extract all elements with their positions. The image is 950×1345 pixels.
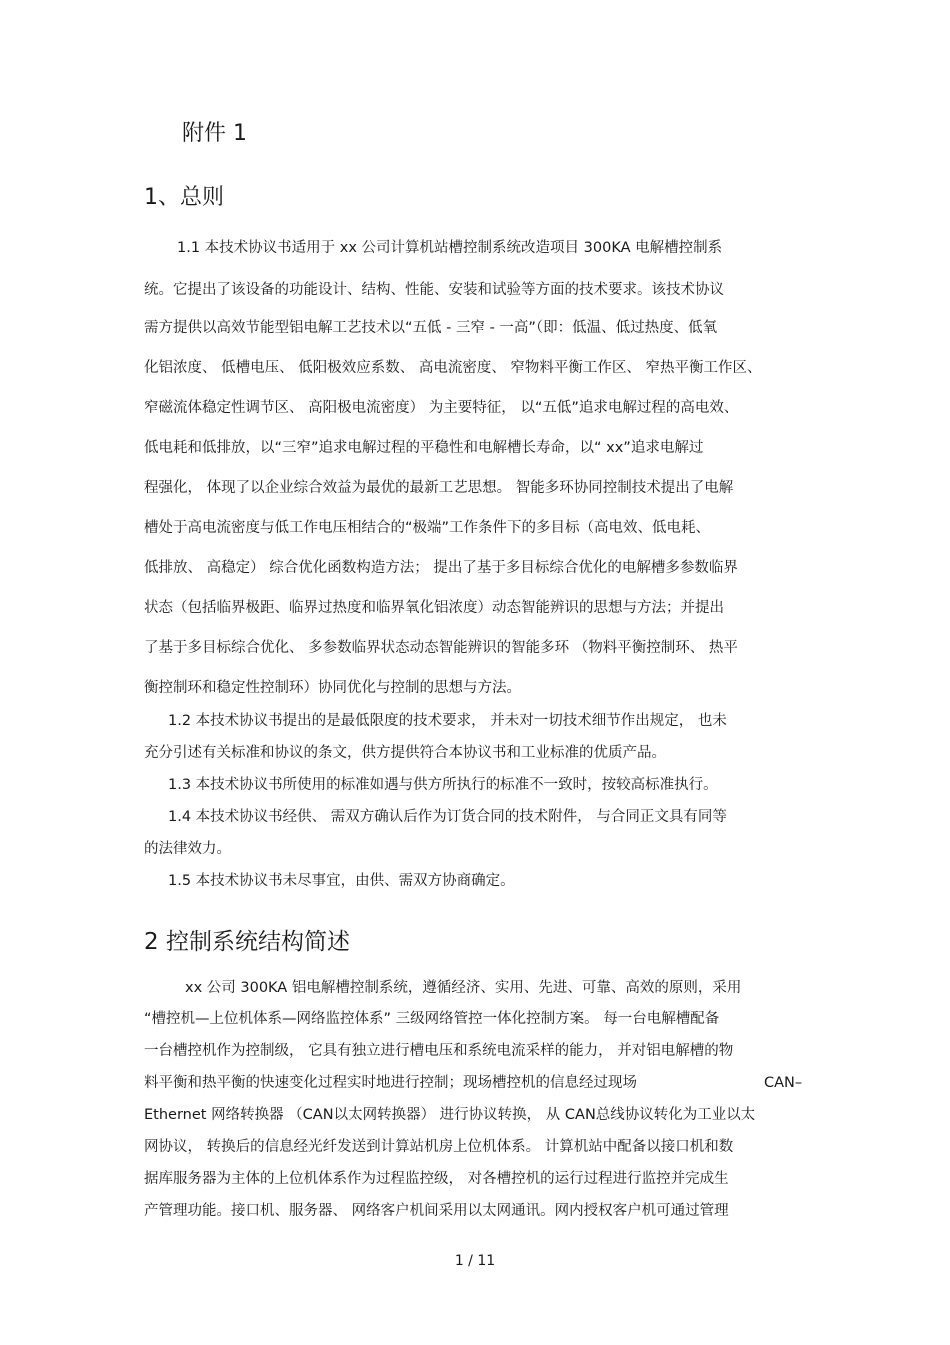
paragraph-line: 产管理功能。接口机、服务器、 网络客户机间采用以太网通讯。网内授权客户机可通过管理 [144, 1203, 729, 1219]
paragraph-line: 一台槽控机作为控制级， 它具有独立进行槽电压和系统电流采样的能力， 并对铝电解槽的物 [144, 1043, 734, 1059]
paragraph-line: “槽控机—上位机体系—网络监控体系” 三级网络管控一体化控制方案。 每一台电解槽配备 [144, 1011, 720, 1027]
section-1-heading: 1、总则 [144, 185, 224, 210]
paragraph-line: 1.3 本技术协议书所使用的标准如遇与供方所执行的标准不一致时，按较高标准执行。 [168, 777, 718, 793]
paragraph-line: 料平衡和热平衡的快速变化过程实时地进行控制；现场槽控机的信息经过现场 [144, 1075, 637, 1091]
paragraph-line: 槽处于高电流密度与低工作电压相结合的“极端”工作条件下的多目标（高电效、低电耗、 [144, 520, 711, 536]
paragraph-line: 化铝浓度、 低槽电压、 低阳极效应系数、 高电流密度、 窄物料平衡工作区、 窄热平衡工作区、 [144, 360, 762, 376]
paragraph-line: 1.1 本技术协议书适用于 xx 公司计算机站槽控制系统改造项目 300KA 电解槽控制系 [177, 240, 723, 256]
paragraph-line: 1.4 本技术协议书经供、 需双方确认后作为订货合同的技术附件， 与合同正文具有同等 [168, 809, 727, 825]
paragraph-line: 据库服务器为主体的上位机体系作为过程监控级， 对各槽控机的运行过程进行监控并完成生 [144, 1171, 729, 1187]
paragraph-line: 统。它提出了该设备的功能设计、结构、性能、安装和试验等方面的技术要求。该技术协议 [144, 282, 724, 298]
paragraph-line: 1.5 本技术协议书未尽事宜，由供、需双方协商确定。 [168, 873, 515, 889]
paragraph-line: Ethernet 网络转换器 （CAN以太网转换器） 进行协议转换， 从 CAN总线协议转化为工业以太 [144, 1107, 756, 1123]
page-number: 1 / 11 [454, 1253, 496, 1269]
paragraph-line: 窄磁流体稳定性调节区、 高阳极电流密度） 为主要特征， 以“五低”追求电解过程的高电效、 [144, 400, 739, 416]
paragraph-line: 程强化， 体现了以企业综合效益为最优的最新工艺思想。 智能多环协同控制技术提出了电解 [144, 480, 734, 496]
paragraph-line: 网协议， 转换后的信息经光纤发送到计算站机房上位机体系。 计算机站中配备以接口机和数 [144, 1139, 734, 1155]
paragraph-line: 充分引述有关标准和协议的条文，供方提供符合本协议书和工业标准的优质产品。 [144, 745, 666, 761]
paragraph-line: xx 公司 300KA 铝电解槽控制系统，遵循经济、实用、先进、可靠、高效的原则，采用 [185, 980, 742, 996]
paragraph-line: 低排放、 高稳定） 综合优化函数构造方法； 提出了基于多目标综合优化的电解槽多参数临界 [144, 560, 738, 576]
paragraph-line: CAN– [764, 1075, 803, 1091]
attachment-title: 附件 1 [182, 121, 247, 146]
paragraph-line: 的法律效力。 [144, 841, 231, 857]
paragraph-line: 需方提供以高效节能型铝电解工艺技术以“五低 - 三窄 - 一高”（即：低温、低过热度、低氧 [144, 320, 718, 336]
paragraph-line: 低电耗和低排放，以“三窄”追求电解过程的平稳性和电解槽长寿命，以“ xx”追求电解过 [144, 440, 704, 456]
paragraph-line: 衡控制环和稳定性控制环）协同优化与控制的思想与方法。 [144, 680, 521, 696]
section-2-heading: 2 控制系统结构简述 [144, 929, 350, 955]
paragraph-line: 1.2 本技术协议书提出的是最低限度的技术要求， 并未对一切技术细节作出规定， 也未 [168, 713, 727, 729]
paragraph-line: 了基于多目标综合优化、 多参数临界状态动态智能辨识的智能多环 （物料平衡控制环、 热平 [144, 640, 738, 656]
paragraph-line: 状态（包括临界极距、临界过热度和临界氧化铝浓度）动态智能辨识的思想与方法；并提出 [144, 600, 724, 616]
